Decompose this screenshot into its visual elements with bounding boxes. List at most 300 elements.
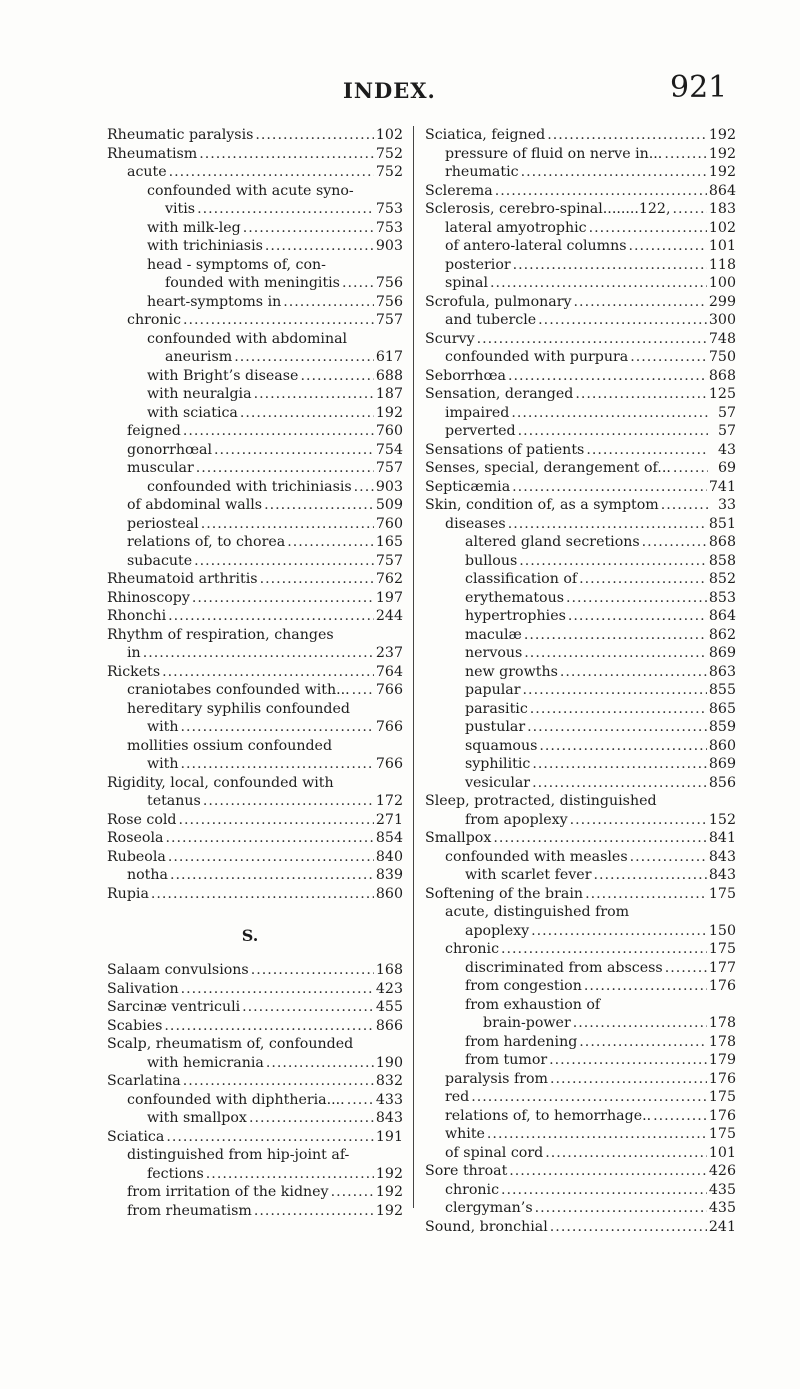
entry-page: 168: [375, 962, 403, 978]
entry-text: Sensation, deranged: [425, 386, 574, 402]
index-entry: [425, 496, 736, 515]
index-entry: [425, 700, 736, 719]
index-entry: [425, 237, 736, 256]
entry-page: 741: [708, 478, 736, 495]
entry-text: papular: [465, 682, 521, 698]
dot-leader: [265, 237, 374, 256]
index-entry: [425, 404, 736, 423]
entry-text: distinguished from hip-joint af-: [127, 1147, 350, 1163]
entry-text: and tubercle: [445, 312, 537, 328]
entry-text: Sleep, protracted, distinguished: [425, 793, 657, 809]
index-entry: [107, 219, 403, 238]
dot-leader: [545, 1144, 707, 1163]
index-entry: [425, 607, 736, 626]
index-entry: [107, 293, 403, 312]
index-entry: [107, 663, 403, 682]
dot-leader: [532, 774, 707, 793]
dot-leader: [501, 1181, 707, 1200]
dot-leader: [243, 219, 374, 238]
index-entry: [425, 1162, 736, 1181]
left-group-s: [107, 961, 403, 1220]
index-entry: [107, 848, 403, 867]
index-entry: [425, 1033, 736, 1052]
entry-text: Sclerosis, cerebro-spinal........122,: [425, 201, 671, 217]
entry-text: Salivation: [107, 980, 179, 997]
dot-leader: [242, 998, 374, 1017]
dot-leader: [197, 200, 374, 219]
dot-leader: [255, 126, 374, 145]
index-entry: [425, 737, 736, 756]
entry-text: classification of: [465, 571, 578, 587]
dot-leader: [260, 570, 374, 589]
index-entry: [425, 1199, 736, 1218]
dot-leader: [151, 885, 374, 904]
entry-text: Scalp, rheumatism of, confounded: [107, 1036, 354, 1052]
index-entry: [425, 163, 736, 182]
index-entry: [425, 200, 736, 219]
dot-leader: [512, 478, 707, 497]
index-entry: [107, 866, 403, 885]
entry-page: 435: [708, 1200, 736, 1216]
index-entry: [425, 1088, 736, 1107]
entry-text: apoplexy: [465, 922, 530, 939]
entry-text: Scarlatina: [107, 1073, 181, 1089]
dot-leader: [630, 848, 707, 867]
entry-text: Rhonchi: [107, 608, 167, 624]
entry-page: 753: [375, 219, 403, 236]
entry-text: spinal: [445, 275, 489, 291]
entry-text: acute: [127, 164, 167, 180]
entry-text: with: [147, 756, 179, 772]
entry-page: 760: [375, 423, 403, 439]
entry-text: Sclerema: [425, 182, 493, 199]
entry-page: 864: [708, 182, 736, 199]
entry-page: 165: [375, 534, 403, 550]
index-entry: [107, 441, 403, 460]
index-entry: [107, 718, 403, 737]
index-entry: [425, 219, 736, 238]
entry-text: diseases: [445, 515, 506, 532]
dot-leader: [524, 644, 707, 663]
index-entry: [425, 996, 736, 1015]
entry-text: white: [445, 1126, 485, 1142]
entry-text: Softening of the brain: [425, 885, 584, 902]
index-entry: [107, 496, 403, 515]
dot-leader: [166, 1128, 374, 1147]
index-entry: [425, 293, 736, 312]
entry-text: Rheumatoid arthritis: [107, 571, 258, 587]
entry-page: 69: [717, 460, 736, 476]
entry-page: 187: [375, 386, 403, 402]
entry-text: new growths: [465, 663, 558, 680]
entry-page: 752: [375, 164, 403, 180]
entry-page: 868: [708, 367, 736, 384]
index-entry: [425, 274, 736, 293]
dot-leader: [665, 959, 707, 978]
entry-page: 754: [375, 441, 403, 458]
entry-text: Rhythm of respiration, changes: [107, 626, 334, 643]
dot-leader: [586, 441, 708, 460]
dot-leader: [508, 515, 707, 534]
entry-page: 864: [708, 608, 736, 624]
entry-page: 839: [375, 867, 403, 883]
dot-leader: [487, 1125, 707, 1144]
entry-page: 175: [708, 1126, 736, 1142]
index-entry: [107, 737, 403, 756]
entry-page: 178: [708, 1015, 736, 1031]
entry-page: 33: [717, 497, 736, 513]
index-entry: [107, 478, 403, 497]
dot-leader: [162, 663, 374, 682]
index-entry: [107, 1128, 403, 1147]
entry-page: 150: [708, 922, 736, 939]
dot-leader: [183, 1072, 374, 1091]
index-entry: [425, 792, 736, 811]
index-entry: [425, 959, 736, 978]
column-divider: [413, 126, 414, 1208]
entry-page: 100: [708, 275, 736, 291]
dot-leader: [513, 256, 707, 275]
entry-text: altered gland secretions: [465, 534, 640, 550]
dot-leader: [539, 737, 707, 756]
index-entry: [425, 774, 736, 793]
dot-leader: [570, 811, 707, 830]
entry-page: 175: [708, 1089, 736, 1105]
entry-text: with: [147, 719, 179, 735]
entry-page: 860: [708, 737, 736, 754]
entry-text: in: [127, 645, 141, 661]
dot-leader: [568, 607, 707, 626]
index-entry: [107, 404, 403, 423]
entry-text: confounded with diphtheria....: [127, 1091, 345, 1108]
dot-leader: [183, 311, 374, 330]
entry-page: 832: [375, 1073, 403, 1089]
dot-leader: [664, 145, 707, 164]
index-entry: [107, 274, 403, 293]
entry-page: 183: [708, 201, 736, 217]
entry-page: 764: [375, 663, 403, 680]
index-entry: [107, 980, 403, 999]
entry-page: 455: [375, 999, 403, 1015]
entry-text: from exhaustion of: [465, 996, 601, 1013]
index-entry: [107, 1146, 403, 1165]
index-entry: [425, 367, 736, 386]
dot-leader: [183, 422, 374, 441]
index-entry: [107, 589, 403, 608]
entry-text: with hemicrania: [147, 1054, 264, 1071]
entry-text: mollities ossium confounded: [127, 737, 333, 754]
entry-page: 271: [375, 811, 403, 828]
dot-leader: [493, 829, 707, 848]
entry-page: 854: [375, 830, 403, 846]
entry-text: nervous: [465, 645, 523, 661]
index-entry: [107, 811, 403, 830]
entry-page: 757: [375, 552, 403, 569]
entry-page: 750: [708, 349, 736, 365]
index-entry: [107, 1091, 403, 1110]
entry-text: tetanus: [147, 793, 201, 809]
index-entry: [425, 866, 736, 885]
entry-page: 509: [375, 497, 403, 513]
dot-leader: [181, 980, 374, 999]
entry-page: 102: [708, 219, 736, 236]
entry-text: erythematous: [465, 589, 565, 606]
entry-page: 435: [708, 1181, 736, 1198]
dot-leader: [501, 940, 707, 959]
entry-page: 43: [717, 441, 736, 458]
dot-leader: [490, 274, 707, 293]
dot-leader: [266, 1054, 374, 1073]
entry-page: 843: [708, 848, 736, 865]
index-entry: [425, 459, 736, 478]
dot-leader: [170, 866, 374, 885]
entry-page: 903: [375, 478, 403, 495]
index-entry: [425, 848, 736, 867]
dot-leader: [300, 367, 373, 386]
entry-page: 179: [708, 1052, 736, 1068]
entry-text: Rickets: [107, 663, 161, 680]
dot-leader: [234, 348, 374, 367]
index-entry: [107, 681, 403, 700]
index-entry: [425, 311, 736, 330]
index-entry: [425, 829, 736, 848]
entry-text: feigned: [127, 423, 181, 439]
entry-text: Rheumatism: [107, 145, 198, 162]
index-entry: [107, 330, 403, 349]
entry-page: 176: [708, 1070, 736, 1087]
entry-text: with milk-leg: [147, 219, 241, 236]
dot-leader: [287, 533, 374, 552]
entry-text: lateral amyotrophic: [445, 219, 587, 236]
index-entry: [425, 330, 736, 349]
entry-page: 851: [708, 515, 736, 532]
entry-text: brain-power: [483, 1015, 571, 1031]
dot-leader: [168, 848, 374, 867]
entry-text: from apoplexy: [465, 811, 568, 828]
page-header: [0, 70, 800, 110]
entry-text: Seborrhœa: [425, 367, 506, 384]
dot-leader: [203, 792, 374, 811]
index-entry: [425, 145, 736, 164]
entry-text: perverted: [445, 423, 516, 439]
entry-text: discriminated from abscess: [465, 959, 663, 976]
index-entry: [107, 422, 403, 441]
dot-leader: [579, 570, 707, 589]
index-entry: [425, 940, 736, 959]
entry-page: 152: [708, 811, 736, 828]
dot-leader: [508, 367, 707, 386]
entry-page: 841: [708, 830, 736, 846]
entry-text: subacute: [127, 552, 193, 569]
entry-text: Scabies: [107, 1017, 163, 1034]
entry-text: maculæ: [465, 626, 522, 643]
index-entry: [107, 774, 403, 793]
dot-leader: [251, 961, 374, 980]
entry-text: acute, distinguished from: [445, 904, 630, 920]
dot-leader: [471, 1088, 707, 1107]
dot-leader: [201, 515, 374, 534]
dot-leader: [531, 922, 707, 941]
dot-leader: [143, 644, 374, 663]
entry-page: 244: [375, 608, 403, 624]
index-entry: [107, 348, 403, 367]
entry-page: 176: [708, 1107, 736, 1124]
entry-text: chronic: [127, 312, 182, 328]
entry-page: 863: [708, 663, 736, 680]
index-entry: [107, 1183, 403, 1202]
entry-page: 125: [708, 386, 736, 402]
index-entry: [107, 163, 403, 182]
entry-text: with scarlet fever: [465, 867, 592, 883]
entry-page: 860: [375, 885, 403, 902]
index-entry: [107, 145, 403, 164]
index-entry: [107, 1072, 403, 1091]
entry-page: 753: [375, 201, 403, 217]
index-entry: [425, 182, 736, 201]
index-entry: [107, 256, 403, 275]
entry-text: Sensations of patients: [425, 441, 585, 458]
dot-leader: [653, 1107, 707, 1126]
entry-text: squamous: [465, 737, 538, 754]
dot-leader: [254, 1202, 374, 1221]
index-entry: [425, 755, 736, 774]
entry-text: Smallpox: [425, 830, 492, 846]
dot-leader: [629, 237, 707, 256]
index-entry: [425, 922, 736, 941]
index-entry: [425, 478, 736, 497]
entry-page: 688: [375, 367, 403, 384]
dot-leader: [527, 718, 707, 737]
index-entry: [107, 459, 403, 478]
dot-leader: [511, 404, 708, 423]
index-entry: [425, 681, 736, 700]
dot-leader: [550, 1070, 707, 1089]
entry-page: 57: [717, 404, 736, 421]
dot-leader: [589, 219, 707, 238]
index-entry: [107, 533, 403, 552]
dot-leader: [181, 755, 374, 774]
entry-page: 859: [708, 719, 736, 735]
index-entry: [425, 1051, 736, 1070]
entry-page: 192: [708, 145, 736, 162]
index-entry: [107, 515, 403, 534]
index-entry: [425, 1181, 736, 1200]
index-entry: [107, 1054, 403, 1073]
dot-leader: [519, 552, 707, 571]
entry-page: 865: [708, 700, 736, 717]
dot-leader: [530, 700, 707, 719]
entry-text: impaired: [445, 404, 510, 421]
entry-text: with sciatica: [147, 404, 238, 421]
left-column: [107, 126, 403, 1220]
entry-text: rheumatic: [445, 164, 519, 180]
index-entry: [107, 792, 403, 811]
entry-text: muscular: [127, 460, 194, 476]
dot-leader: [194, 552, 374, 571]
entry-text: pressure of fluid on nerve in...: [445, 145, 663, 162]
dot-leader: [673, 459, 708, 478]
entry-page: 102: [375, 127, 403, 143]
entry-text: pustular: [465, 719, 526, 735]
entry-text: relations of, to hemorrhage..: [445, 1107, 652, 1124]
dot-leader: [566, 589, 707, 608]
entry-page: 762: [375, 571, 403, 587]
entry-text: with trichiniasis: [147, 238, 263, 254]
entry-page: 118: [708, 256, 736, 273]
entry-text: Rigidity, local, confounded with: [107, 774, 334, 791]
dot-leader: [352, 681, 374, 700]
entry-page: 843: [375, 1110, 403, 1126]
entry-text: craniotabes confounded with...: [127, 682, 350, 698]
entry-text: confounded with trichiniasis: [147, 478, 352, 495]
index-entry: [107, 700, 403, 719]
dot-leader: [535, 1199, 707, 1218]
index-entry: [107, 885, 403, 904]
dot-leader: [199, 145, 374, 164]
entry-page: 868: [708, 534, 736, 550]
entry-text: of spinal cord: [445, 1144, 544, 1161]
entry-page: 855: [708, 682, 736, 698]
entry-page: 192: [375, 404, 403, 421]
dot-leader: [347, 1091, 374, 1110]
dot-leader: [573, 1014, 707, 1033]
entry-page: 756: [375, 275, 403, 291]
entry-text: clergyman’s: [445, 1200, 533, 1216]
entry-text: Rupia: [107, 885, 149, 902]
entry-text: confounded with purpura: [445, 349, 629, 365]
entry-text: Sound, bronchial: [425, 1218, 548, 1235]
entry-page: 191: [375, 1128, 403, 1145]
index-entry: [425, 126, 736, 145]
entry-page: 197: [375, 589, 403, 606]
dot-leader: [206, 1165, 374, 1184]
dot-leader: [264, 496, 374, 515]
entry-text: Scurvy: [425, 330, 475, 347]
index-entry: [425, 885, 736, 904]
entry-page: 190: [375, 1054, 403, 1071]
index-entry: [425, 256, 736, 275]
index-entry: [425, 570, 736, 589]
left-group-r: [107, 126, 403, 903]
index-entry: [107, 570, 403, 589]
dot-leader: [593, 866, 706, 885]
entry-page: 423: [375, 980, 403, 997]
dot-leader: [672, 200, 706, 219]
entry-text: Sarcinæ ventriculi: [107, 999, 241, 1015]
entry-text: chronic: [445, 1181, 500, 1198]
right-group-s: [425, 126, 736, 1236]
index-entry: [107, 1017, 403, 1036]
dot-leader: [354, 478, 374, 497]
entry-text: Rubeola: [107, 848, 166, 865]
entry-page: 853: [708, 589, 736, 606]
dot-leader: [342, 274, 374, 293]
entry-text: Sciatica: [107, 1128, 165, 1145]
index-entry: [425, 1014, 736, 1033]
entry-text: heart-symptoms in: [147, 293, 282, 310]
entry-text: from irritation of the kidney: [127, 1184, 329, 1200]
dot-leader: [196, 459, 374, 478]
dot-leader: [477, 330, 707, 349]
index-entry: [425, 1125, 736, 1144]
right-column: [425, 126, 736, 1236]
entry-text: confounded with abdominal: [147, 330, 348, 347]
entry-page: 617: [375, 349, 403, 365]
entry-page: 175: [708, 885, 736, 902]
entry-text: notha: [127, 867, 168, 883]
entry-page: 760: [375, 515, 403, 532]
dot-leader: [575, 385, 707, 404]
